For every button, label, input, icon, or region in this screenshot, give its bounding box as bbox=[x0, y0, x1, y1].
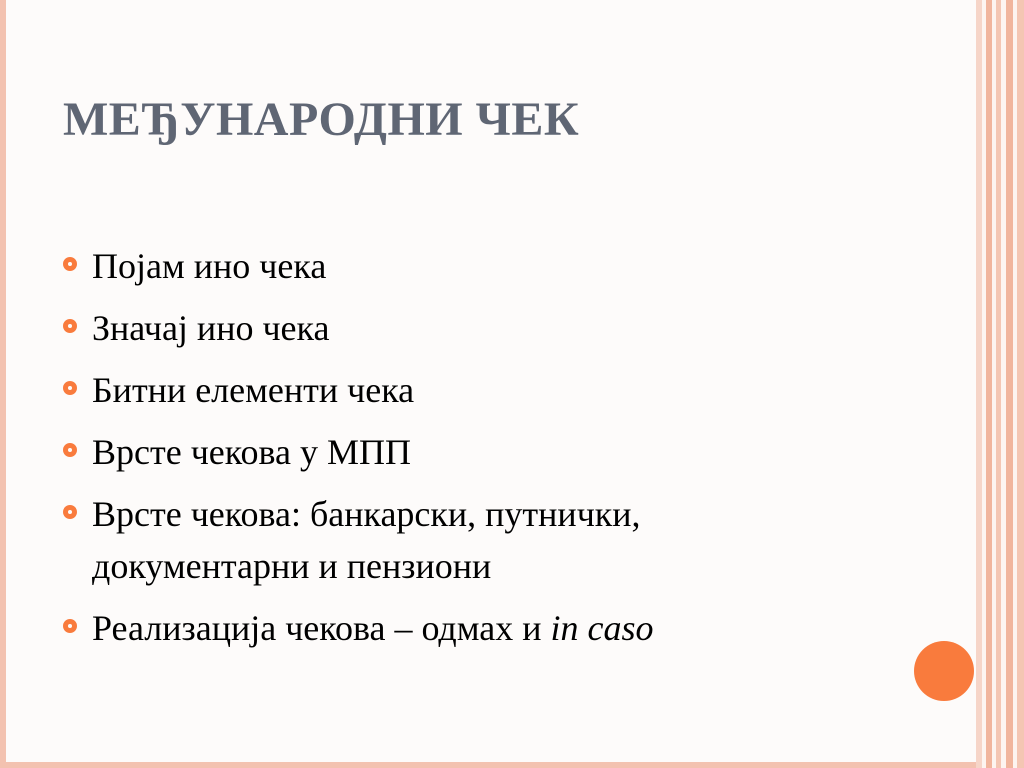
bullet-item bbox=[60, 240, 900, 292]
bullet-list bbox=[60, 240, 900, 664]
bullet-item bbox=[60, 602, 900, 654]
bullet-ring-icon bbox=[63, 381, 77, 395]
bullet-item bbox=[60, 488, 900, 592]
bullet-ring-icon bbox=[63, 257, 77, 271]
bullet-text: Битни елементи чека bbox=[92, 370, 415, 410]
bullet-text: Реализација чекова – одмах и bbox=[92, 608, 551, 648]
bullet-ring-icon bbox=[63, 505, 77, 519]
bullet-text: Појам ино чека bbox=[92, 246, 327, 286]
accent-circle bbox=[914, 641, 974, 701]
frame-bottom-border bbox=[0, 762, 1024, 768]
bullet-text-line-1: Врсте чекова: банкарски, путнички, bbox=[92, 494, 641, 534]
bullet-ring-icon bbox=[63, 619, 77, 633]
decorative-stripe bbox=[1006, 0, 1013, 768]
bullet-text: Врсте чекова у МПП bbox=[92, 432, 411, 472]
bullet-ring-icon bbox=[63, 443, 77, 457]
bullet-text-line-2: документарни и пензиони bbox=[92, 546, 492, 586]
bullet-item bbox=[60, 302, 900, 354]
bullet-ring-icon bbox=[63, 319, 77, 333]
bullet-item bbox=[60, 426, 900, 478]
decorative-stripe bbox=[1017, 0, 1024, 768]
bullet-text: Значај ино чека bbox=[92, 308, 330, 348]
slide-title: МЕЂУНАРОДНИ ЧЕК bbox=[63, 93, 580, 146]
bullet-item bbox=[60, 364, 900, 416]
bullet-text-italic: in caso bbox=[550, 608, 654, 648]
